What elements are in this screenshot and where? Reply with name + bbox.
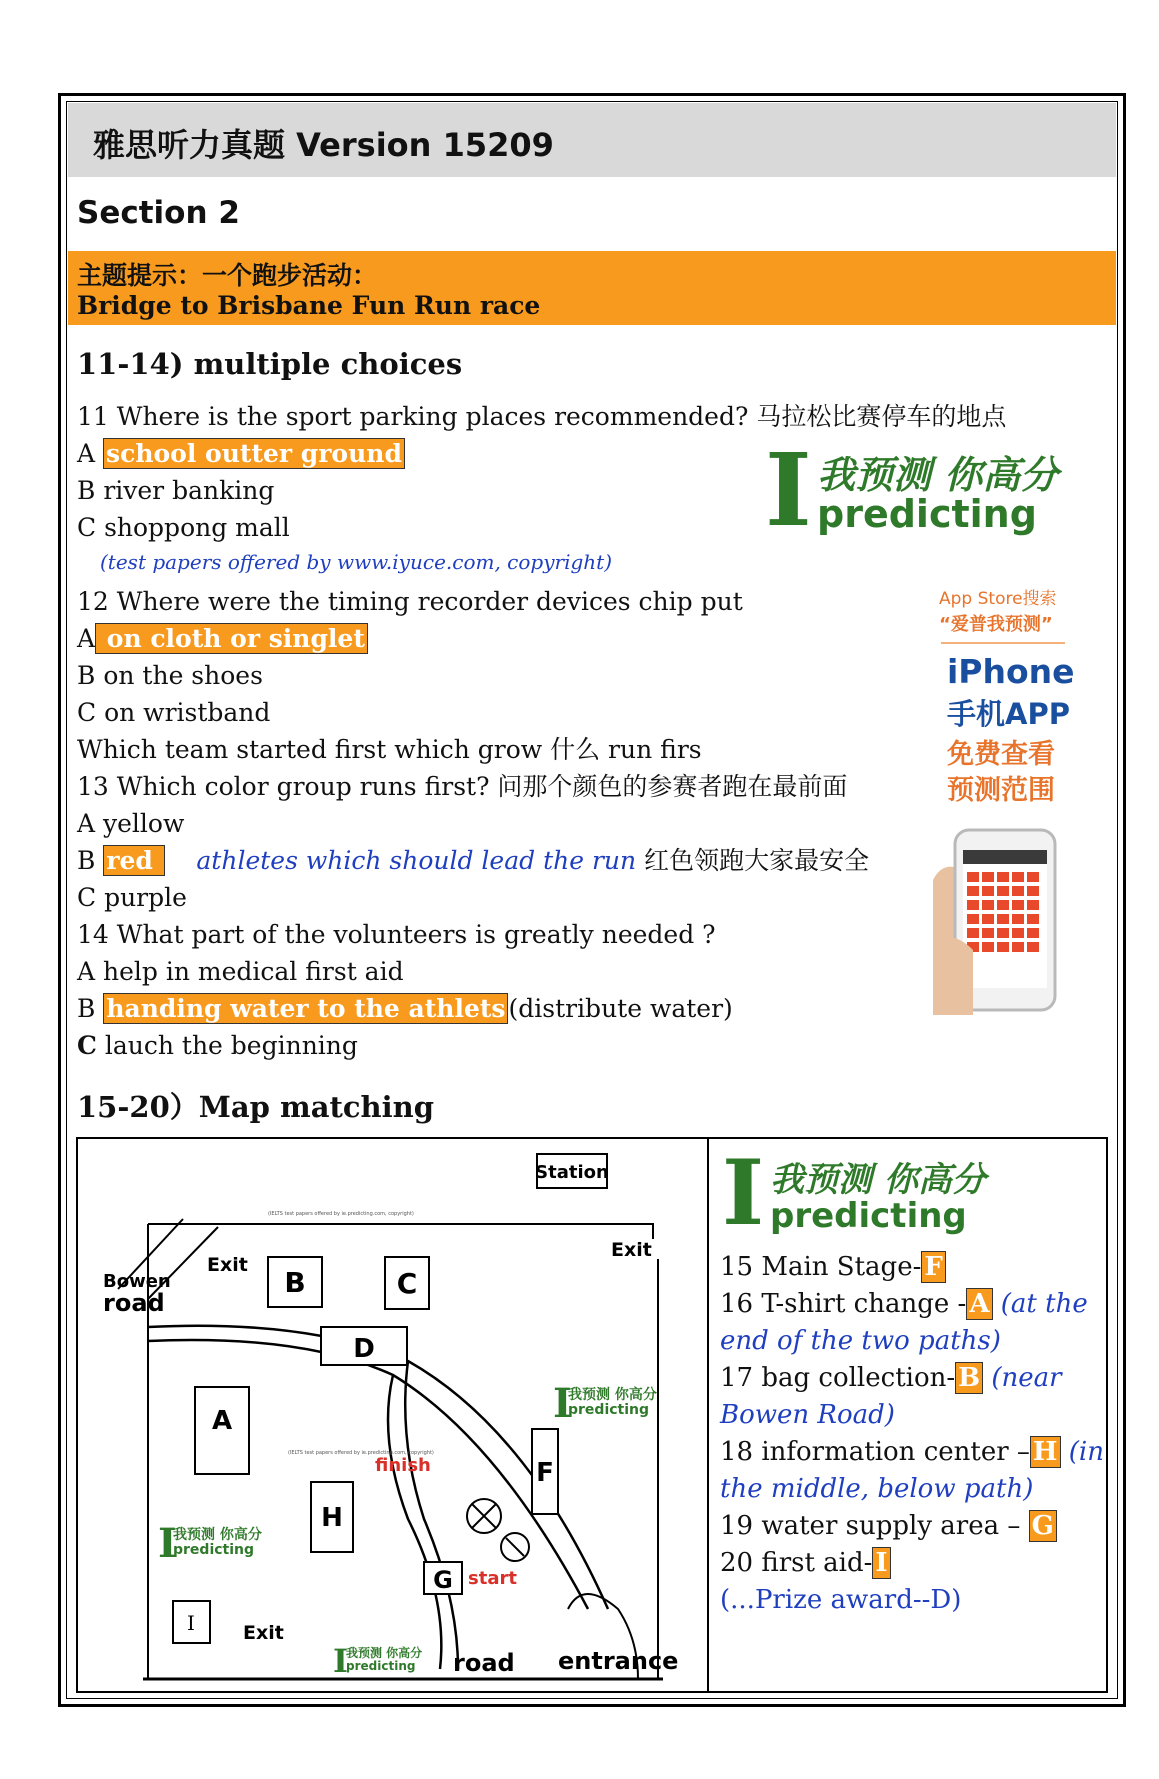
map-box-f: F [536,1458,554,1488]
option-12-c: C on wristband [77,698,271,727]
answer-box: G [1029,1510,1057,1542]
option-11-b: B river banking [77,476,275,505]
multiple-choice-heading: 11-14) multiple choices [77,347,463,381]
transcript-note: Which team started first which grow 什么 run firs [77,735,702,764]
answer-17-note: Bowen Road) [720,1400,895,1430]
question-12: 12 Where were the timing recorder devices chip put [77,587,743,616]
option-14-a: A help in medical first aid [77,957,404,986]
answer-16-note: end of the two paths) [720,1326,1001,1356]
map-box-h: H [321,1503,343,1533]
map-box-g: G [433,1566,453,1594]
copyright-credit: (test papers offered by www.iyuce.com, copyright) [100,550,613,574]
map-exit-top-left: Exit [207,1254,248,1276]
map-matching-heading: 15-20）Map matching [77,1090,435,1124]
option-13-c: C purple [77,883,187,912]
map-bowen-label: Bowen [103,1271,171,1292]
answer-box: B [955,1362,983,1394]
ad-divider [941,642,1065,644]
answer-box: F [921,1251,945,1283]
map-exit-bottom: Exit [243,1622,284,1644]
svg-text:我预测 你高分: 我预测 你高分 [173,1527,262,1543]
answer-15: 15 Main Stage- F [720,1250,946,1284]
map-entrance-label: entrance [558,1647,679,1675]
ad-mobile-app: 手机APP [947,697,1070,731]
answer-box: I [872,1547,890,1579]
map-box-i: I [187,1611,195,1635]
answer-18: 18 information center – H (in [720,1437,1104,1467]
map-copyright-top: (IELTS test papers offered by ie.predicting.com, copyright) [268,1211,414,1217]
predicting-logo: I 我预测 你高分 predicting [765,431,1059,549]
answer-13-b: B red athletes which should lead the run 红色领跑大家最安全 [77,846,870,875]
svg-text:I: I [333,1642,348,1680]
svg-text:我预测 你高分: 我预测 你高分 [346,1646,423,1660]
ad-store-text: App Store搜索 [939,589,1057,609]
answer-box: H [1030,1436,1061,1468]
map-road-label: road [453,1649,515,1677]
map-logo-right [553,1380,657,1427]
map-box-b: B [284,1266,306,1299]
answer-highlight: red [103,845,164,876]
section-title: Section 2 [77,195,240,231]
map-box-d: D [353,1334,375,1364]
ad-app-name: “爱普我预测” [939,614,1053,635]
map-station-label: Station [535,1162,609,1183]
answer-17: 17 bag collection- B (near [720,1363,1062,1393]
answer-note: athletes which should lead the run [196,846,637,875]
event-map [78,1139,706,1691]
answer-11-a: A school outter ground [77,437,405,471]
map-column-logo: I 我预测 你高分 predicting [722,1140,986,1246]
map-logo-left [158,1520,262,1567]
page-title: 雅思听力真题 Version 15209 [93,126,554,164]
ad-free-view: 免费查看 [947,739,1055,770]
option-12-b: B on the shoes [77,661,263,690]
answer-14-b: B handing water to the athlets (distribute water) [77,994,733,1023]
answer-highlight: school outter ground [103,438,405,469]
ad-iphone: iPhone [947,652,1075,691]
map-finish-label: finish [375,1455,431,1476]
map-logo-bottom [333,1642,422,1680]
question-13: 13 Which color group runs first? 问那个颜色的参赛者跑在最前面 [77,772,848,801]
answer-19: 19 water supply area – G [720,1509,1057,1543]
prize-award-note: (...Prize award--D) [720,1585,962,1615]
topic-hint: 主题提示：一个跑步活动： [77,261,378,290]
topic-name: Bridge to Brisbane Fun Run race [77,291,541,320]
map-box-a: A [211,1406,233,1436]
question-11: 11 Where is the sport parking places recommended? 马拉松比赛停车的地点 [77,402,1007,431]
svg-text:I: I [553,1380,572,1427]
phone-in-hand-icon [933,820,1073,1015]
svg-text:I: I [158,1520,177,1567]
answer-16: 16 T-shirt change - A (at the [720,1289,1088,1319]
answer-highlight: on cloth or singlet [95,623,368,654]
answer-12-a: A on cloth or singlet [77,622,368,656]
answer-highlight: handing water to the athlets [103,993,508,1024]
answer-box: A [966,1288,992,1320]
svg-text:predicting: predicting [346,1659,416,1673]
svg-text:predicting: predicting [173,1542,255,1558]
map-exit-top-right: Exit [611,1239,652,1261]
answer-20: 20 first aid- I [720,1546,891,1580]
svg-text:我预测 你高分: 我预测 你高分 [568,1387,657,1403]
option-11-c: C shoppong mall [77,513,290,542]
ad-range: 预测范围 [947,775,1055,806]
option-13-a: A yellow [77,809,185,838]
question-14: 14 What part of the volunteers is greatly needed ? [77,920,716,949]
option-14-c: C lauch the beginning [77,1031,358,1060]
map-table-divider [707,1137,709,1693]
app-advertisement[interactable] [933,570,1073,1015]
svg-text:predicting: predicting [568,1402,650,1418]
map-bowen-road-label: road [103,1289,165,1317]
map-copyright-mid: (IELTS test papers offered by ie.predicting.com, copyright) [288,1450,434,1456]
map-start-label: start [468,1568,517,1589]
answer-18-note: the middle, below path) [720,1474,1034,1504]
map-box-c: C [396,1267,418,1300]
